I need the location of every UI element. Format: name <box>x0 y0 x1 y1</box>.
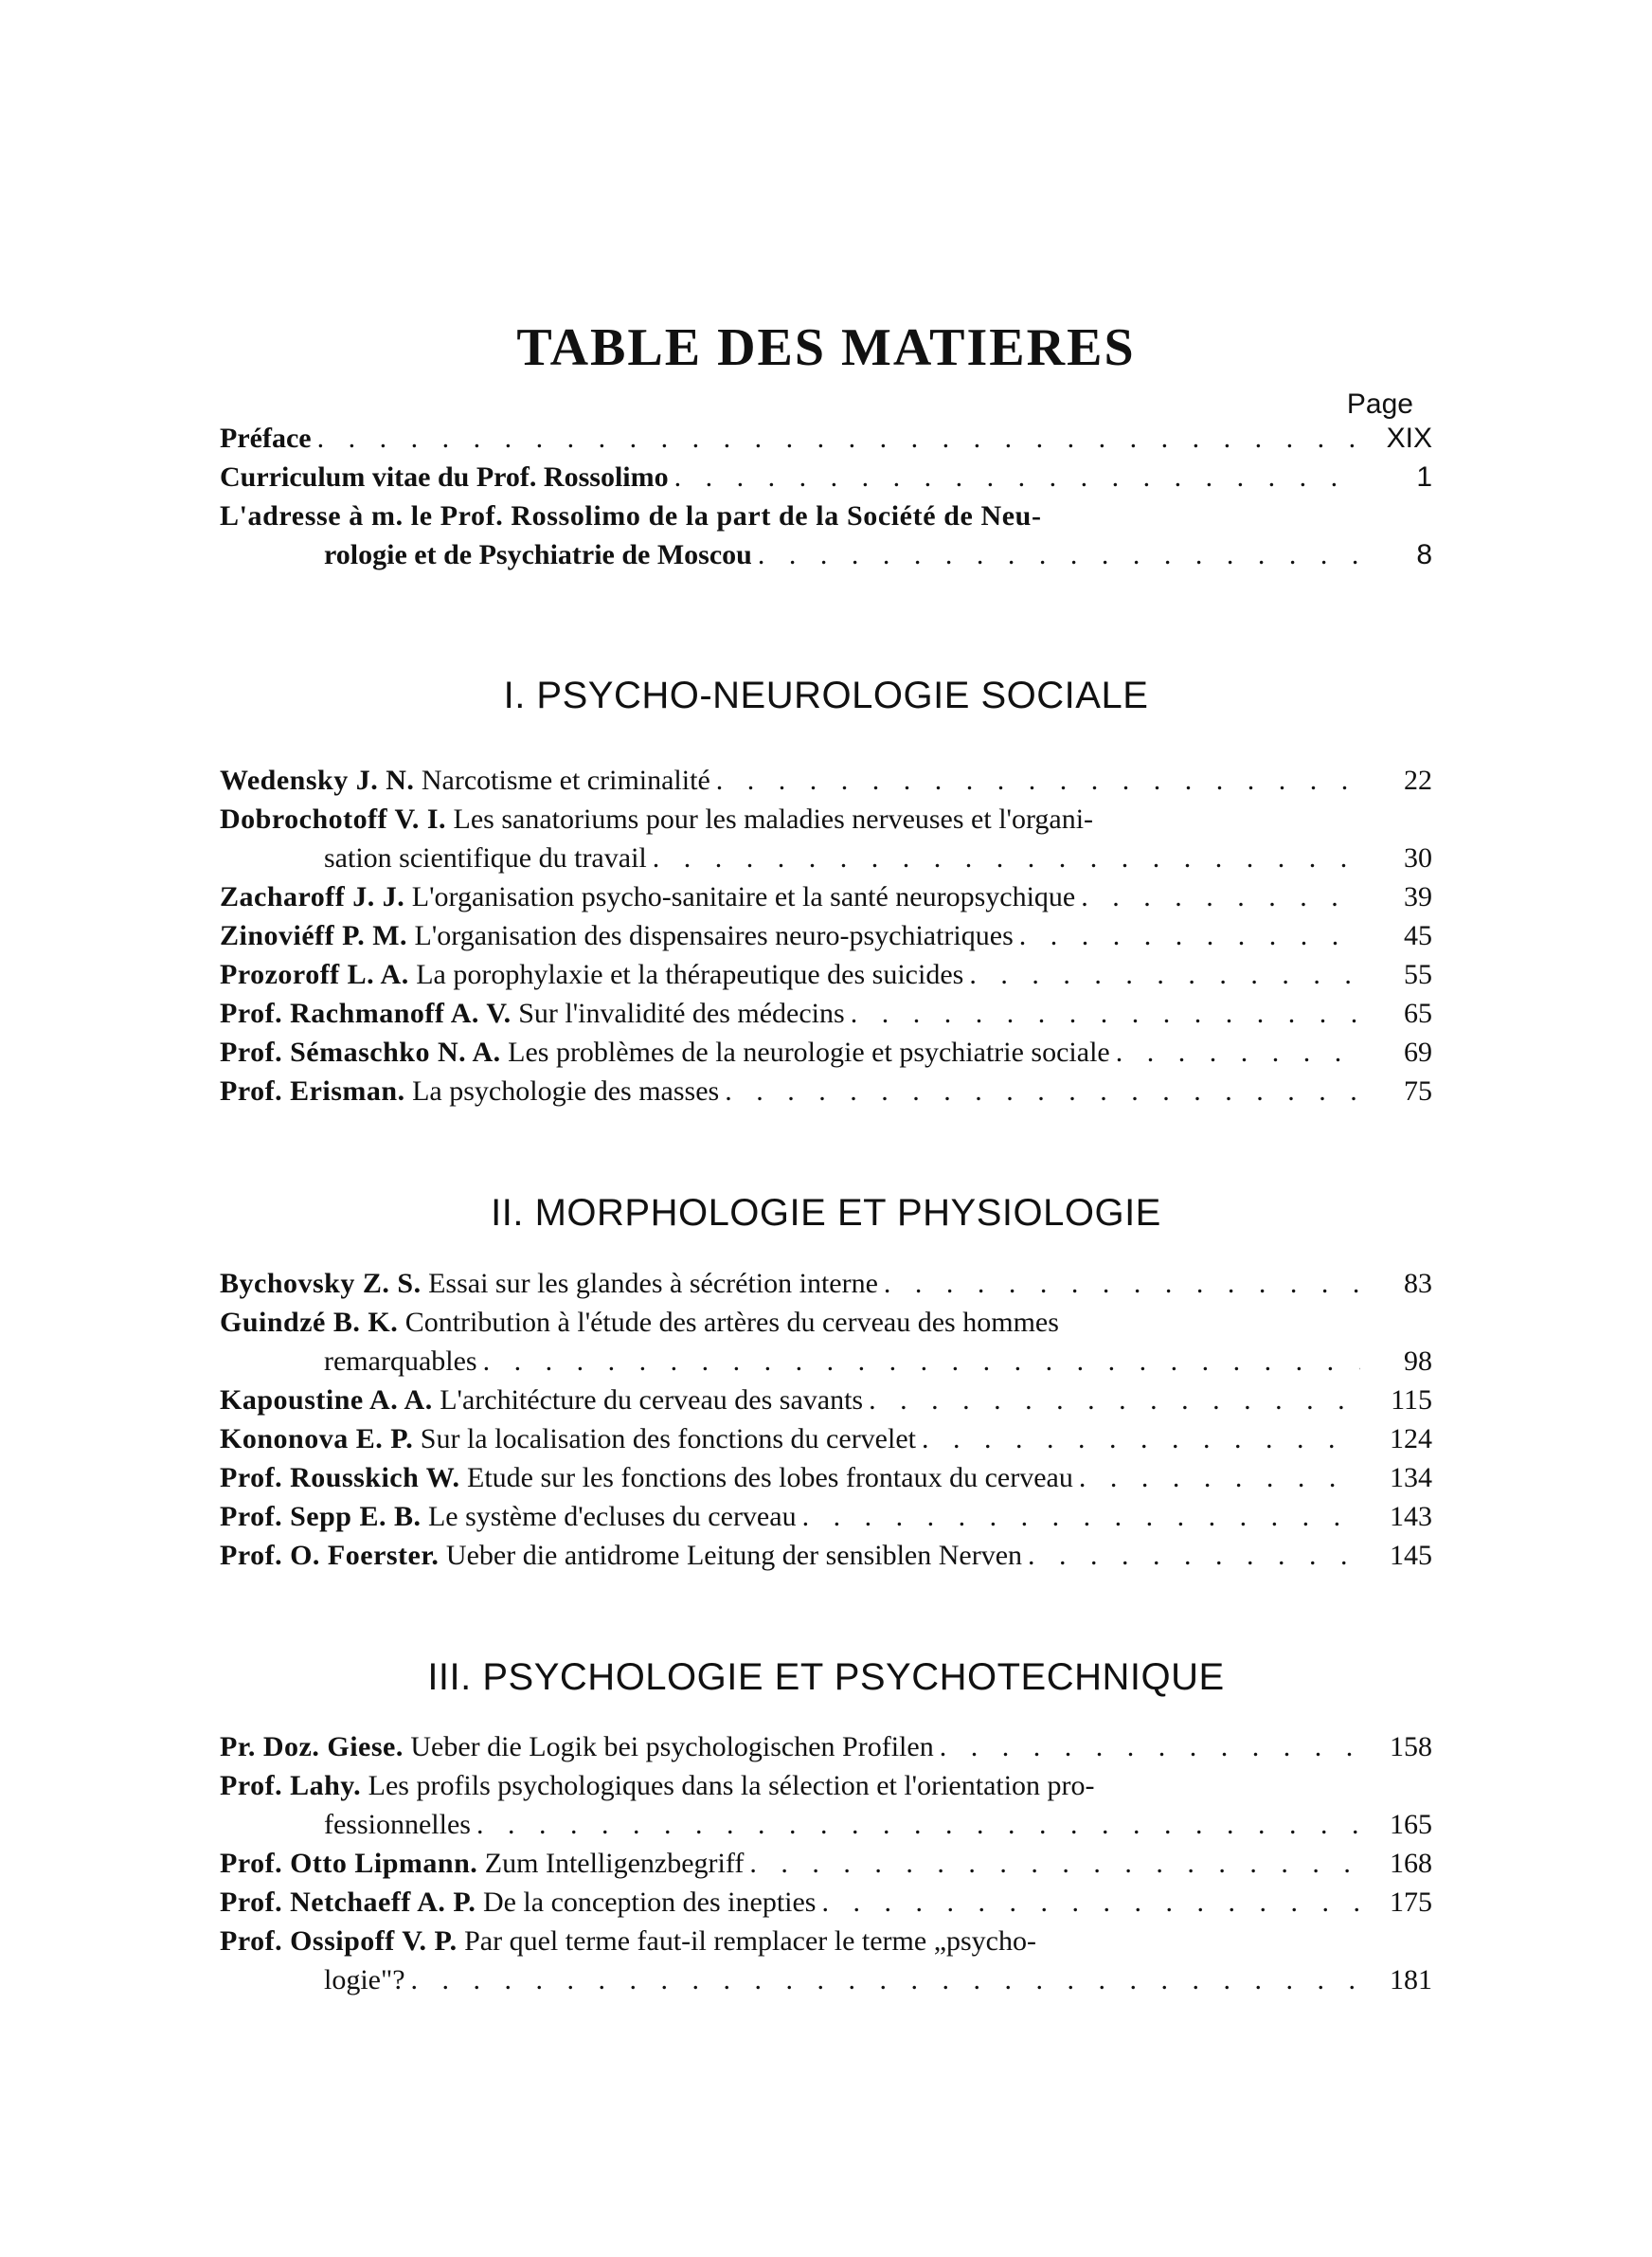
entry-author: Prozoroff L. A. <box>220 959 409 990</box>
page-number: 30 <box>1404 842 1432 874</box>
page-number: XIX <box>1386 423 1432 454</box>
dot-leader <box>1116 1033 1360 1072</box>
entry-title-continued: logie"? <box>324 1964 405 1995</box>
toc-entry[interactable] <box>220 1381 1432 1419</box>
entry-title: La psychologie des masses <box>412 1075 720 1107</box>
entry-title: Sur la localisation des fonctions du cervelet <box>420 1423 916 1454</box>
toc-entry[interactable] <box>220 497 1432 574</box>
entry-title: Les profils psychologiques dans la sélection et l'orientation pro- <box>368 1770 1095 1801</box>
toc-entry[interactable] <box>220 1766 1432 1844</box>
page-number: 158 <box>1390 1731 1432 1762</box>
page-number: 165 <box>1390 1809 1432 1840</box>
toc-entry[interactable] <box>220 955 1432 994</box>
entry-title: Contribution à l'étude des artères du cerveau des hommes <box>404 1307 1059 1338</box>
toc-entry[interactable] <box>220 419 1432 458</box>
page-number: 98 <box>1404 1345 1432 1377</box>
dot-leader <box>922 1419 1360 1458</box>
section-heading: I. PSYCHO-NEUROLOGIE SOCIALE <box>503 675 1149 716</box>
page-number: 22 <box>1404 765 1432 796</box>
page-number: 83 <box>1404 1268 1432 1299</box>
dot-leader <box>969 955 1360 994</box>
dot-leader <box>716 761 1360 800</box>
page-number: 181 <box>1390 1964 1432 1995</box>
entry-author: Prof. Lahy. <box>220 1770 362 1801</box>
toc-entry[interactable] <box>220 761 1432 800</box>
entry-author: Prof. Netchaeff A. P. <box>220 1887 476 1918</box>
entry-title: L'architécture du cerveau des savants <box>440 1384 864 1416</box>
page-number: 69 <box>1404 1037 1432 1068</box>
entry-author: Kononova E. P. <box>220 1423 414 1454</box>
toc-entry[interactable] <box>220 1497 1432 1536</box>
page-number: 115 <box>1391 1384 1432 1416</box>
dot-leader <box>653 839 1360 877</box>
toc-entry[interactable] <box>220 1844 1432 1883</box>
entry-title: Narcotisme et criminalité <box>421 765 710 796</box>
entry-author: Prof. Rousskich W. <box>220 1462 460 1493</box>
dot-leader <box>483 1342 1360 1381</box>
entry-title-continued: fessionnelles <box>324 1809 471 1840</box>
entry-title: Préface <box>220 423 312 454</box>
dot-leader <box>940 1727 1360 1766</box>
section-entries <box>220 1727 1432 1999</box>
entry-author: Kapoustine A. A. <box>220 1384 433 1416</box>
entry-title: Ueber die antidrome Leitung der sensiblen Nerven <box>445 1540 1023 1571</box>
page-number: 143 <box>1390 1501 1432 1532</box>
entry-title: Ueber die Logik bei psychologischen Profilen <box>410 1731 934 1762</box>
page-number: 168 <box>1390 1848 1432 1879</box>
entry-author: Guindzé B. K. <box>220 1307 399 1338</box>
dot-leader <box>869 1381 1360 1419</box>
entry-author: Zinoviéff P. M. <box>220 920 408 951</box>
toc-entry[interactable] <box>220 1264 1432 1303</box>
dot-leader <box>1079 1458 1360 1497</box>
entry-title: Les sanatoriums pour les maladies nerveuses et l'organi- <box>453 803 1094 835</box>
entry-title: Les problèmes de la neurologie et psychiatrie sociale <box>508 1037 1110 1068</box>
toc-entry[interactable] <box>220 1922 1432 1999</box>
dot-leader <box>1028 1536 1360 1575</box>
entry-title: Par quel terme faut-il remplacer le terme „psycho- <box>464 1925 1036 1957</box>
entry-author: Prof. O. Foerster. <box>220 1540 440 1571</box>
entry-title: Sur l'invalidité des médecins <box>518 998 845 1029</box>
dot-leader <box>674 458 1360 497</box>
toc-entry[interactable] <box>220 1419 1432 1458</box>
toc-entry[interactable] <box>220 1458 1432 1497</box>
dot-leader <box>802 1497 1360 1536</box>
entry-author: Zacharoff J. J. <box>220 881 405 912</box>
entry-title-continued: rologie et de Psychiatrie de Moscou <box>324 539 752 570</box>
entry-title-continued: sation scientifique du travail <box>324 842 647 874</box>
toc-entry[interactable] <box>220 1072 1432 1110</box>
entry-author: Prof. Erisman. <box>220 1075 405 1107</box>
toc-entry[interactable] <box>220 1033 1432 1072</box>
toc-entry[interactable] <box>220 994 1432 1033</box>
page-number: 145 <box>1390 1540 1432 1571</box>
dot-leader <box>1019 916 1360 955</box>
dot-leader <box>317 419 1360 458</box>
dot-leader <box>725 1072 1360 1110</box>
page-number: 8 <box>1416 539 1432 570</box>
front-matter-list <box>220 419 1432 574</box>
entry-title: Essai sur les glandes à sécrétion interne <box>428 1268 878 1299</box>
dot-leader <box>822 1883 1361 1922</box>
page-number: 65 <box>1404 998 1432 1029</box>
entry-title: La porophylaxie et la thérapeutique des suicides <box>416 959 964 990</box>
toc-entry[interactable] <box>220 916 1432 955</box>
toc-entry[interactable] <box>220 800 1432 877</box>
entry-author: Bychovsky Z. S. <box>220 1268 422 1299</box>
toc-entry[interactable] <box>220 1727 1432 1766</box>
entry-author: Dobrochotoff V. I. <box>220 803 447 835</box>
page-number: 134 <box>1390 1462 1432 1493</box>
toc-entry[interactable] <box>220 1883 1432 1922</box>
entry-author: Prof. Rachmanoff A. V. <box>220 998 512 1029</box>
entry-author: Prof. Sepp E. B. <box>220 1501 422 1532</box>
page-number: 39 <box>1404 881 1432 912</box>
toc-entry[interactable] <box>220 1536 1432 1575</box>
dot-leader <box>884 1264 1360 1303</box>
dot-leader <box>411 1960 1360 1999</box>
toc-entry[interactable] <box>220 877 1432 916</box>
toc-entry[interactable] <box>220 458 1432 497</box>
page-number: 75 <box>1404 1075 1432 1107</box>
page-number: 1 <box>1416 461 1432 493</box>
entry-title: De la conception des inepties <box>482 1887 817 1918</box>
dot-leader <box>851 994 1360 1033</box>
entry-title: L'organisation des dispensaires neuro-psychiatriques <box>414 920 1014 951</box>
section-heading: III. PSYCHOLOGIE ET PSYCHOTECHNIQUE <box>427 1656 1225 1698</box>
page-number: 55 <box>1404 959 1432 990</box>
section-entries <box>220 761 1432 1110</box>
dot-leader <box>758 535 1360 574</box>
entry-author: Prof. Otto Lipmann. <box>220 1848 478 1879</box>
dot-leader <box>749 1844 1360 1883</box>
page-column-label: Page <box>1346 388 1413 420</box>
entry-title: Le système d'ecluses du cerveau <box>427 1501 797 1532</box>
page-number: 175 <box>1390 1887 1432 1918</box>
entry-author: Pr. Doz. Giese. <box>220 1731 404 1762</box>
section-heading: II. MORPHOLOGIE ET PHYSIOLOGIE <box>491 1192 1161 1234</box>
dot-leader <box>1081 877 1360 916</box>
entry-author: Prof. Sémaschko N. A. <box>220 1037 501 1068</box>
entry-title: L'adresse à m. le Prof. Rossolimo de la part de la Société de Neu- <box>220 500 1042 532</box>
dot-leader <box>476 1805 1360 1844</box>
entry-title: L'organisation psycho-sanitaire et la santé neuropsychique <box>411 881 1076 912</box>
toc-entry[interactable] <box>220 1303 1432 1381</box>
section-entries <box>220 1264 1432 1575</box>
entry-author: Wedensky J. N. <box>220 765 415 796</box>
entry-title: Zum Intelligenzbegriff <box>484 1848 745 1879</box>
entry-title: Etude sur les fonctions des lobes frontaux du cerveau <box>467 1462 1073 1493</box>
page-number: 45 <box>1404 920 1432 951</box>
entry-author: Prof. Ossipoff V. P. <box>220 1925 458 1957</box>
page-title: TABLE DES MATIERES <box>516 318 1136 377</box>
entry-title: Curriculum vitae du Prof. Rossolimo <box>220 461 669 493</box>
entry-title-continued: remarquables <box>324 1345 477 1377</box>
page-number: 124 <box>1390 1423 1432 1454</box>
